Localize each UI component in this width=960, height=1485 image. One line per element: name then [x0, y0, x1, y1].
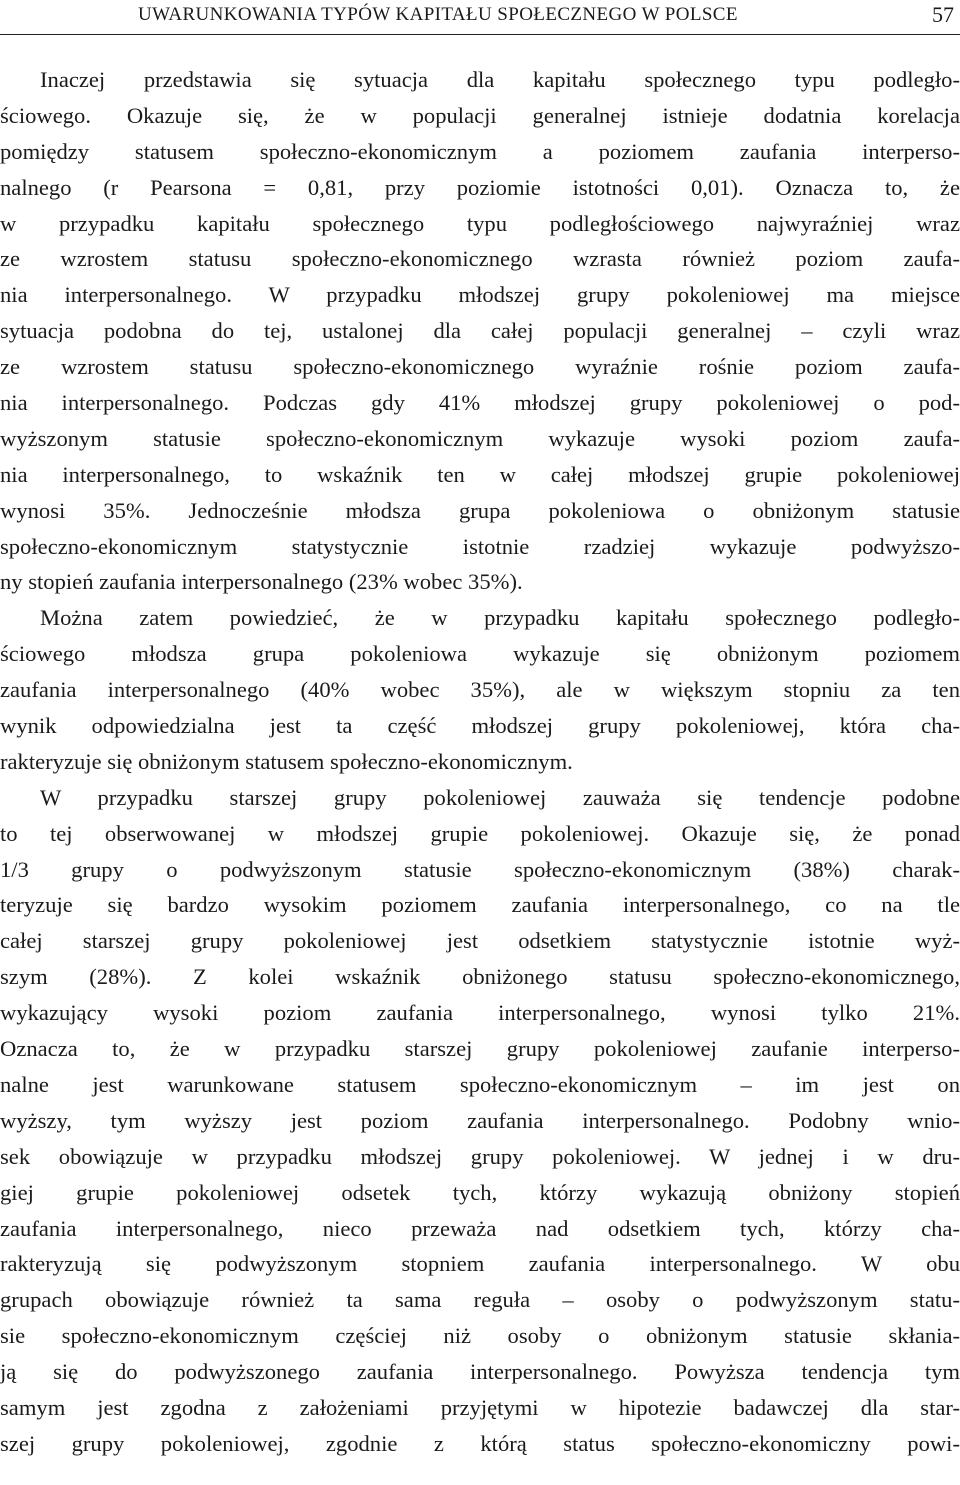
text-line: wyższy, tym wyższy jest poziom zaufania interpersonalnego. Podobny wnio-	[0, 1107, 960, 1133]
text-line: Inaczej przedstawia się sytuacja dla kapitału społecznego typu podległo-	[40, 67, 960, 92]
text-line: nia interpersonalnego. Podczas gdy 41% młodszej grupy pokoleniowej o pod-	[0, 390, 960, 416]
text-line: grupach obowiązuje również ta sama reguła – osoby o podwyższonym statu-	[0, 1287, 960, 1313]
text-line: giej grupie pokoleniowej odsetek tych, którzy wykazują obniżony stopień	[0, 1179, 960, 1205]
text-line: Można zatem powiedzieć, że w przypadku kapitału społecznego podległo-	[40, 605, 960, 631]
text-line: teryzuje się bardzo wysokim poziomem zaufania interpersonalnego, co na tle	[0, 892, 960, 918]
text-line: w przypadku kapitału społecznego typu podległościowego najwyraźniej wraz	[0, 210, 960, 236]
text-line: sie społeczno-ekonomicznym częściej niż osoby o obniżonym statusie skłania-	[0, 1323, 960, 1349]
body-text	[0, 62, 960, 1462]
text-line: ze wzrostem statusu społeczno-ekonomicznego wzrasta również poziom zaufa-	[0, 246, 960, 272]
text-line: całej starszej grupy pokoleniowej jest odsetkiem statystycznie istotnie wyż-	[0, 928, 960, 954]
text-line: nalnego (r Pearsona = 0,81, przy poziomie istotności 0,01). Oznacza to, że	[0, 174, 960, 200]
text-line: wynosi 35%. Jednocześnie młodsza grupa pokoleniowa o obniżonym statusie	[0, 497, 960, 523]
text-line: wynik odpowiedzialna jest ta część młodszej grupy pokoleniowej, która cha-	[0, 713, 960, 739]
text-line: zaufania interpersonalnego (40% wobec 35%), ale w większym stopniu za ten	[0, 677, 960, 703]
text-line: ściowego młodsza grupa pokoleniowa wykazuje się obniżonym poziomem	[0, 641, 960, 667]
text-line: wyższonym statusie społeczno-ekonomicznym wykazuje wysoki poziom zaufa-	[0, 425, 960, 451]
text-line: społeczno-ekonomicznym statystycznie istotnie rzadziej wykazuje podwyższo-	[0, 533, 960, 559]
text-line: rakteryzują się podwyższonym stopniem zaufania interpersonalnego. W obu	[0, 1251, 960, 1277]
text-line: zaufania interpersonalnego, nieco przeważa nad odsetkiem tych, którzy cha-	[0, 1215, 960, 1241]
text-line: samym jest zgodna z założeniami przyjętymi w hipotezie badawczej dla star-	[0, 1394, 960, 1420]
text-line: W przypadku starszej grupy pokoleniowej zauważa się tendencje podobne	[40, 784, 960, 810]
text-line: to tej obserwowanej w młodszej grupie pokoleniowej. Okazuje się, że ponad	[0, 820, 960, 846]
page-number: 57	[932, 2, 954, 27]
text-line: rakteryzuje się obniżonym statusem społeczno-ekonomicznym.	[0, 748, 573, 774]
header-rule	[0, 34, 960, 35]
text-line: 1/3 grupy o podwyższonym statusie społeczno-ekonomicznym (38%) charak-	[0, 856, 960, 882]
text-line: sek obowiązuje w przypadku młodszej grupy pokoleniowej. W jednej i w dru-	[0, 1143, 960, 1169]
text-line: wykazujący wysoki poziom zaufania interpersonalnego, wynosi tylko 21%.	[0, 1000, 960, 1026]
text-line: nia interpersonalnego, to wskaźnik ten w całej młodszej grupie pokoleniowej	[0, 461, 960, 487]
text-line: nalne jest warunkowane statusem społeczno-ekonomicznym – im jest on	[0, 1071, 960, 1097]
text-line: szym (28%). Z kolei wskaźnik obniżonego statusu społeczno-ekonomicznego,	[0, 964, 960, 990]
text-line: ją się do podwyższonego zaufania interpersonalnego. Powyższa tendencja tym	[0, 1359, 960, 1385]
text-line: ny stopień zaufania interpersonalnego (23% wobec 35%).	[0, 569, 523, 595]
text-line: ściowego. Okazuje się, że w populacji generalnej istnieje dodatnia korelacja	[0, 102, 960, 128]
text-line: szej grupy pokoleniowej, zgodnie z którą status społeczno-ekonomiczny powi-	[0, 1430, 960, 1456]
text-line: ze wzrostem statusu społeczno-ekonomicznego wyraźnie rośnie poziom zaufa-	[0, 354, 960, 380]
text-line: pomiędzy statusem społeczno-ekonomicznym a poziomem zaufania interperso-	[0, 138, 960, 164]
running-head: UWARUNKOWANIA TYPÓW KAPITAŁU SPOŁECZNEGO W POLSCE	[138, 4, 738, 25]
text-line: Oznacza to, że w przypadku starszej grupy pokoleniowej zaufanie interperso-	[0, 1036, 960, 1062]
text-line: nia interpersonalnego. W przypadku młodszej grupy pokoleniowej ma miejsce	[0, 282, 960, 308]
text-line: sytuacja podobna do tej, ustalonej dla całej populacji generalnej – czyli wraz	[0, 318, 960, 344]
page-header	[0, 0, 960, 40]
